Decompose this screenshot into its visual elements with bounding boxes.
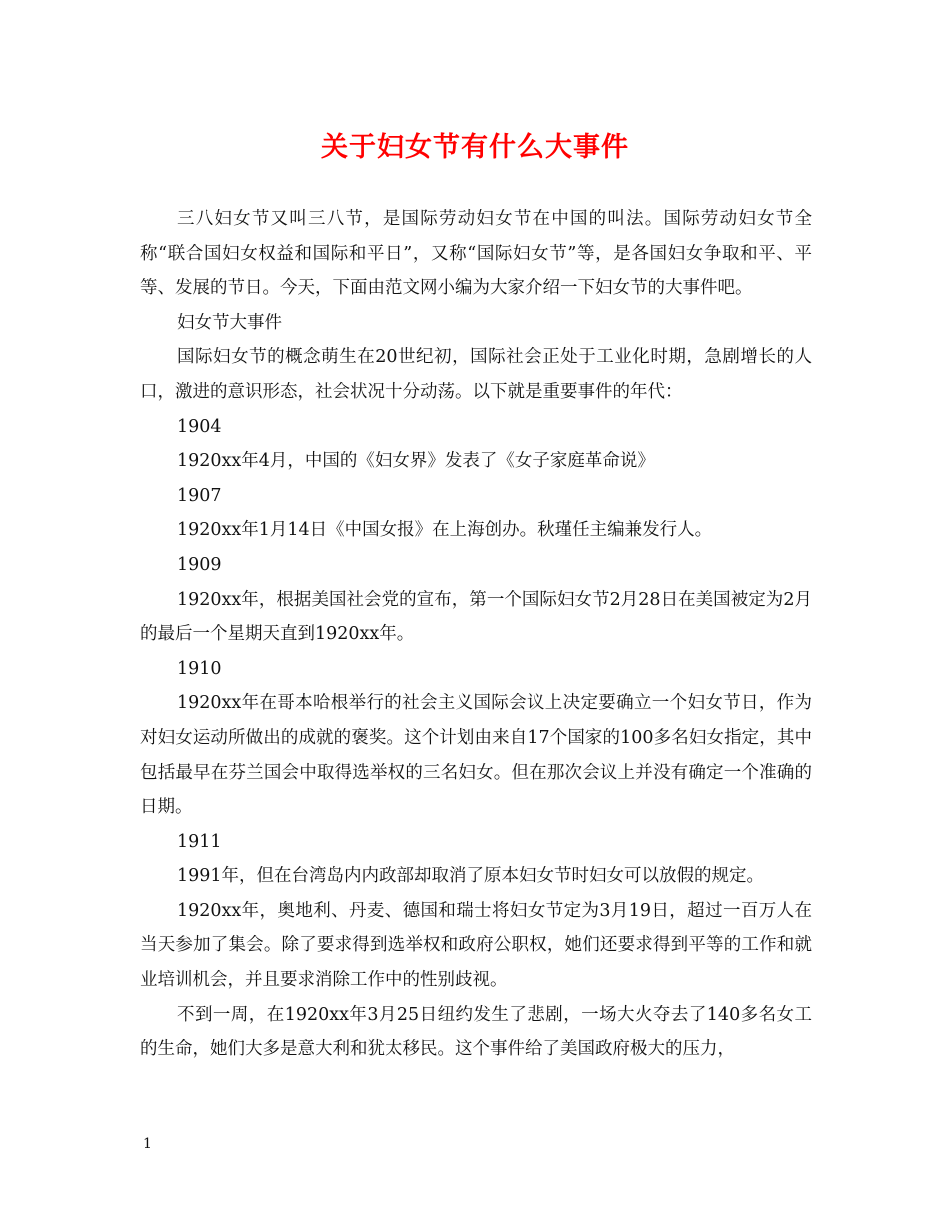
year-heading-1907: 1907 — [177, 485, 222, 506]
paragraph-1907: 1920xx年1月14日《中国女报》在上海创办。秋瑾任主编兼发行人。 — [177, 520, 713, 541]
year-heading-1909: 1909 — [177, 554, 222, 575]
paragraph-1910: 1920xx年在哥本哈根举行的社会主义国际会议上决定要确立一个妇女节日，作为对妇女运动所做出的成就的褒奖。这个计划由来自17个国家的100多名妇女指定，其中包括最早在芬兰国会中取得选举权的三名妇女。但在那次会议上并没有确定一个准确的日期。 — [140, 693, 812, 818]
year-heading-1911: 1911 — [177, 831, 222, 852]
paragraph-1904: 1920xx年4月，中国的《妇女界》发表了《女子家庭革命说》 — [177, 451, 655, 472]
paragraph-background: 国际妇女节的概念萌生在20世纪初，国际社会正处于工业化时期，急剧增长的人口，激进的意识形态，社会状况十分动荡。以下就是重要事件的年代： — [140, 347, 812, 402]
document-body — [140, 202, 812, 1067]
paragraph-1911-a: 1991年，但在台湾岛内内政部却取消了原本妇女节时妇女可以放假的规定。 — [177, 866, 765, 887]
paragraph-intro: 三八妇女节又叫三八节，是国际劳动妇女节在中国的叫法。国际劳动妇女节全称“联合国妇女权益和国际和平日”，又称“国际妇女节”等，是各国妇女争取和平、平等、发展的节日。今天，下面由范文网小编为大家介绍一下妇女节的大事件吧。 — [140, 209, 812, 299]
page-number: 1 — [143, 1136, 152, 1152]
year-heading-1910: 1910 — [177, 658, 222, 679]
paragraph-1911-b: 1920xx年，奥地利、丹麦、德国和瑞士将妇女节定为3月19日，超过一百万人在当天参加了集会。除了要求得到选举权和政府公职权，她们还要求得到平等的工作和就业培训机会，并且要求消除工作中的性别歧视。 — [140, 900, 812, 991]
year-heading-1904: 1904 — [177, 416, 222, 437]
paragraph-1911-c: 不到一周，在1920xx年3月25日纽约发生了悲剧，一场大火夺去了140多名女工的生命，她们大多是意大利和犹太移民。这个事件给了美国政府极大的压力， — [140, 1004, 812, 1060]
paragraph-1909: 1920xx年，根据美国社会党的宣布，第一个国际妇女节2月28日在美国被定为2月的最后一个星期天直到1920xx年。 — [140, 589, 812, 645]
section-heading: 妇女节大事件 — [177, 312, 282, 333]
document-title: 关于妇女节有什么大事件 — [321, 132, 629, 163]
